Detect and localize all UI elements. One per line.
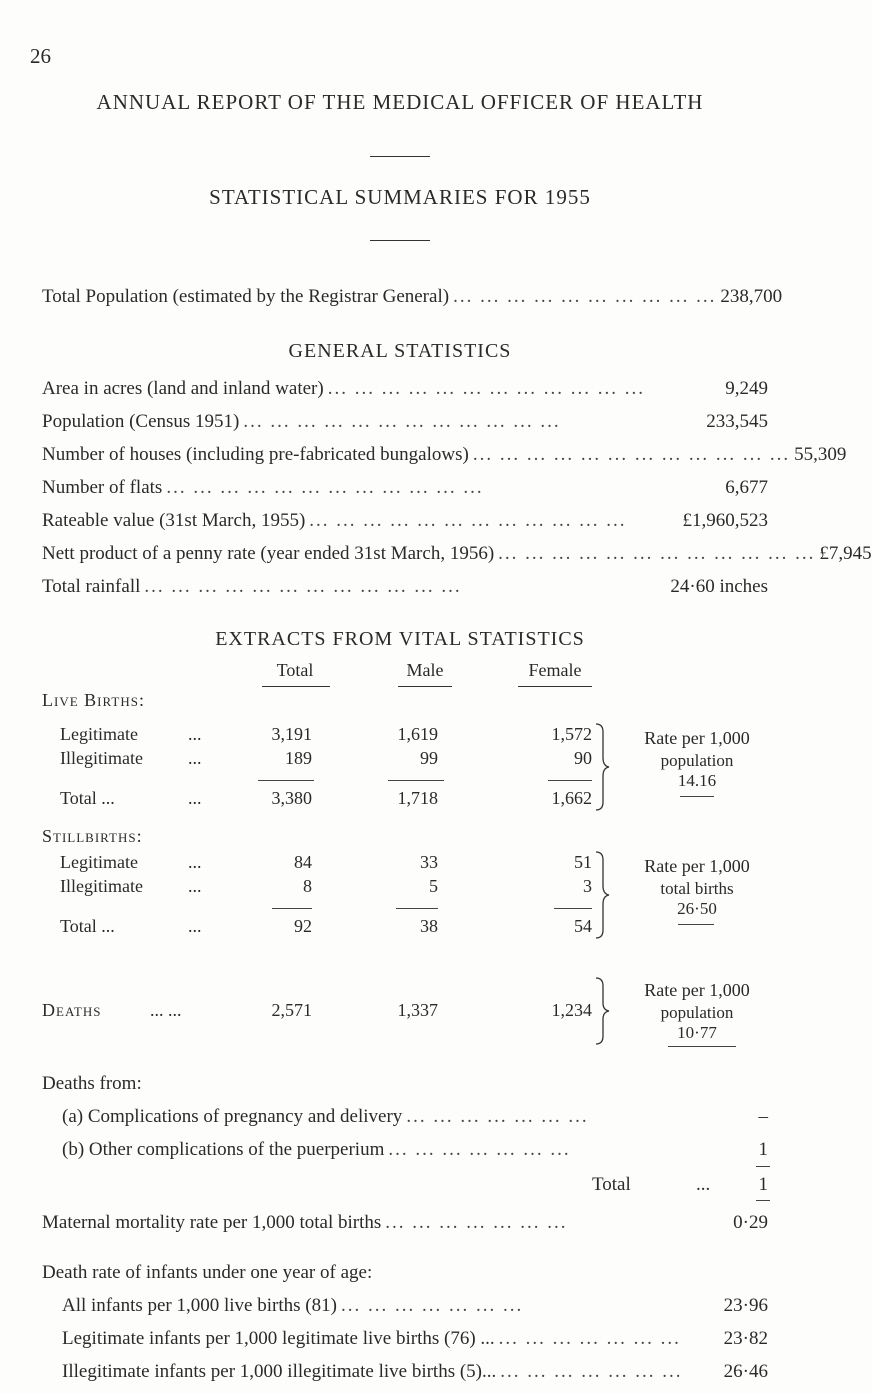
- cell-male: 33: [420, 852, 438, 872]
- leader-dots: ... ...: [150, 1000, 182, 1020]
- leader-dots: ... ... ... ... ... ... ...: [340, 1295, 524, 1316]
- row-label: Illegitimate infants per 1,000 illegitimate live births (5)...: [62, 1361, 497, 1382]
- rate-underline: [680, 796, 714, 797]
- row-label: Illegitimate: [60, 748, 143, 768]
- leader-dots: ... ... ... ... ... ... ... ... ... ... ... ...: [472, 444, 791, 465]
- leader-dots: ... ... ... ... ... ... ... ... ... ... ... ...: [166, 477, 484, 498]
- cell-total: 92: [294, 916, 312, 936]
- row-value: 24·60 inches: [670, 576, 768, 597]
- row-label: Area in acres (land and inland water): [42, 378, 324, 399]
- sum-rule: [272, 908, 312, 909]
- sum-rule: [554, 908, 592, 909]
- deaths-from-row: [62, 1139, 768, 1161]
- population-value: 238,700: [720, 286, 783, 307]
- row-label: Legitimate: [60, 724, 138, 744]
- row-value: £7,945: [819, 543, 872, 564]
- leader-dots: ...: [188, 748, 202, 768]
- row-value: 233,545: [706, 411, 768, 432]
- leader-dots: ... ... ... ... ... ... ...: [406, 1106, 589, 1127]
- row-label: Nett product of a penny rate (year ended 31st March, 1956): [42, 543, 495, 564]
- rate-label: Rate per 1,000: [644, 728, 750, 748]
- cell-female: 90: [574, 748, 592, 768]
- row-label: Population (Census 1951): [42, 411, 240, 432]
- vital-heading: EXTRACTS FROM VITAL STATISTICS: [215, 628, 585, 650]
- deaths-label: Deaths: [42, 1000, 102, 1020]
- report-title: ANNUAL REPORT OF THE MEDICAL OFFICER OF HEALTH: [96, 90, 704, 114]
- row-label: (b) Other complications of the puerperium: [62, 1139, 385, 1160]
- cell-male: 5: [429, 876, 438, 896]
- row-label: Total ...: [60, 788, 115, 808]
- sum-rule: [396, 908, 438, 909]
- rate-label: population: [660, 1003, 734, 1022]
- rate-underline: [668, 1046, 736, 1047]
- cell-total: 8: [303, 876, 312, 896]
- leader-dots: ... ... ... ... ... ... ... ... ... ... ... ...: [309, 510, 627, 531]
- sum-rule: [548, 780, 592, 781]
- row-value: 23·96: [723, 1295, 768, 1316]
- col-total-header: Total: [276, 660, 314, 680]
- row-label: Illegitimate: [60, 876, 143, 896]
- cell-male: 38: [420, 916, 438, 936]
- cell-total: 84: [294, 852, 312, 872]
- brace: [594, 850, 612, 940]
- sum-rule: [756, 1200, 770, 1201]
- row-value: 1: [758, 1139, 768, 1160]
- rate-value: 26·50: [677, 899, 717, 918]
- general-row: [42, 576, 768, 598]
- leader-dots: ... ... ... ... ... ... ...: [498, 1328, 681, 1349]
- row-value: 23·82: [723, 1328, 768, 1349]
- brace: [594, 722, 612, 812]
- row-label: Legitimate infants per 1,000 legitimate live births (76) ...: [62, 1328, 495, 1349]
- leader-dots: ... ... ... ... ... ... ... ... ... ... ... ...: [144, 576, 462, 597]
- sum-rule: [388, 780, 444, 781]
- cell-total: 3,191: [271, 724, 312, 744]
- row-value: 9,249: [725, 378, 768, 399]
- population-label: Total Population (estimated by the Registrar General): [42, 286, 450, 307]
- general-row: [42, 477, 768, 499]
- leader-dots: ...: [188, 876, 202, 896]
- leader-dots: ...: [696, 1174, 711, 1195]
- rate-label: total births: [660, 879, 734, 898]
- row-label: Maternal mortality rate per 1,000 total births: [42, 1212, 382, 1233]
- row-value: £1,960,523: [682, 510, 768, 531]
- leader-dots: ...: [188, 788, 202, 808]
- cell-female: 1,234: [551, 1000, 592, 1020]
- rate-label: Rate per 1,000: [644, 980, 750, 1000]
- cell-male: 1,337: [397, 1000, 438, 1020]
- col-underline: [262, 686, 330, 687]
- sum-rule: [258, 780, 314, 781]
- leader-dots: ...: [188, 916, 202, 936]
- leader-dots: ...: [188, 852, 202, 872]
- row-label: Rateable value (31st March, 1955): [42, 510, 306, 531]
- col-female-header: Female: [528, 660, 582, 680]
- leader-dots: ... ... ... ... ... ... ... ... ... ... ... ...: [498, 543, 816, 564]
- leader-dots: ... ... ... ... ... ... ...: [388, 1139, 571, 1160]
- cell-total: 2,571: [271, 1000, 312, 1020]
- row-value: 6,677: [725, 477, 768, 498]
- rate-label: Rate per 1,000: [644, 856, 750, 876]
- row-value: 26·46: [723, 1361, 768, 1382]
- general-row: [42, 378, 768, 400]
- page-number: 26: [30, 44, 51, 68]
- deaths-from-heading: Deaths from:: [42, 1073, 142, 1094]
- leader-dots: ... ... ... ... ... ... ... ... ... ... ... ...: [327, 378, 645, 399]
- row-label: Number of houses (including pre-fabricated bungalows): [42, 444, 469, 465]
- divider: [370, 240, 430, 241]
- cell-male: 1,718: [397, 788, 438, 808]
- population-row: [42, 286, 783, 308]
- row-label: Total rainfall: [42, 576, 141, 597]
- general-row: [42, 444, 847, 466]
- row-label: Legitimate: [60, 852, 138, 872]
- cell-total: 3,380: [271, 788, 312, 808]
- deaths-from-row: [62, 1106, 768, 1128]
- col-male-header: Male: [406, 660, 444, 680]
- rate-value: 10·77: [677, 1023, 717, 1042]
- stillbirths-heading: Stillbirths:: [42, 826, 143, 846]
- general-heading: GENERAL STATISTICS: [288, 340, 512, 362]
- cell-female: 1,572: [551, 724, 592, 744]
- infant-heading: Death rate of infants under one year of age:: [42, 1262, 373, 1283]
- maternal-row: [42, 1212, 768, 1234]
- general-row: [42, 510, 768, 532]
- col-underline: [518, 686, 592, 687]
- row-value: –: [758, 1106, 768, 1127]
- cell-male: 99: [420, 748, 438, 768]
- cell-female: 54: [574, 916, 592, 936]
- cell-female: 3: [583, 876, 592, 896]
- sum-rule: [756, 1166, 770, 1167]
- row-label: Number of flats: [42, 477, 163, 498]
- row-label: All infants per 1,000 live births (81): [62, 1295, 337, 1316]
- rate-underline: [678, 924, 714, 925]
- row-value: 0·29: [733, 1212, 768, 1233]
- cell-female: 1,662: [551, 788, 592, 808]
- row-label: Total ...: [60, 916, 115, 936]
- row-value: 55,309: [794, 444, 847, 465]
- general-row: [42, 543, 872, 565]
- leader-dots: ... ... ... ... ... ... ...: [385, 1212, 568, 1233]
- live-births-heading: Live Births:: [42, 690, 145, 710]
- cell-total: 189: [285, 748, 312, 768]
- total-value: 1: [758, 1174, 768, 1195]
- cell-female: 51: [574, 852, 592, 872]
- brace: [594, 976, 612, 1046]
- leader-dots: ... ... ... ... ... ... ...: [500, 1361, 683, 1382]
- infant-row: [62, 1361, 768, 1383]
- general-row: [42, 411, 768, 433]
- total-label: Total: [592, 1174, 631, 1195]
- cell-male: 1,619: [397, 724, 438, 744]
- leader-dots: ... ... ... ... ... ... ... ... ... ... ... ...: [243, 411, 561, 432]
- leader-dots: ...: [188, 724, 202, 744]
- report-subtitle: STATISTICAL SUMMARIES FOR 1955: [209, 185, 591, 209]
- row-label: (a) Complications of pregnancy and delivery: [62, 1106, 403, 1127]
- divider: [370, 156, 430, 157]
- col-underline: [398, 686, 452, 687]
- leader-dots: ... ... ... ... ... ... ... ... ... ...: [453, 286, 717, 307]
- infant-row: [62, 1328, 768, 1350]
- infant-row: [62, 1295, 768, 1317]
- rate-label: population: [660, 751, 734, 770]
- rate-value: 14.16: [677, 771, 717, 790]
